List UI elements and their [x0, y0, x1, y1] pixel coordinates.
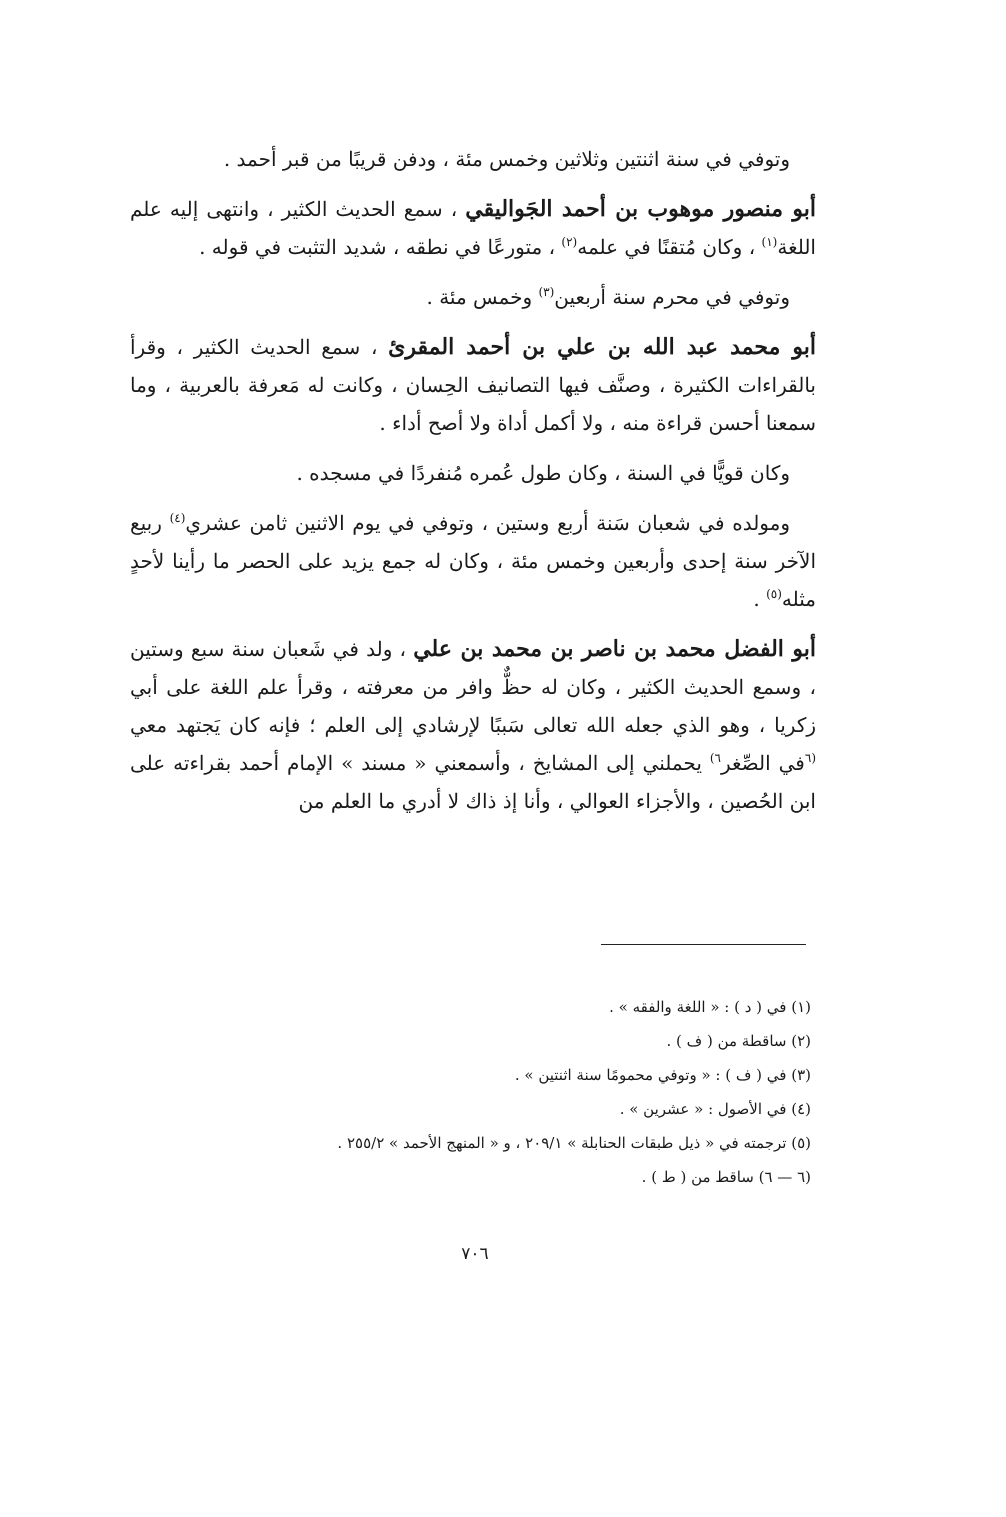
- biography-text: ، وكان مُتقنًا في علمه: [577, 235, 762, 259]
- biography-jawaliqi: [130, 190, 816, 266]
- paragraph-birth-death: [130, 504, 816, 618]
- main-text: [130, 140, 816, 832]
- footnotes-list: [140, 990, 811, 1194]
- biography-text: يحملني إلى المشايخ ، وأسمعني « مسند » الإمام أحمد بقراءته على ابن الحُصين ، والأجزاء العوالي ، وأنا إذ ذاك لا أدري ما العلم من: [130, 751, 816, 813]
- biography-text: ، سمع الحديث الكثير ، وانتهى إليه علم اللغة: [130, 197, 816, 259]
- footnote-ref: (٣): [538, 285, 555, 299]
- biography-muqri: [130, 328, 816, 442]
- biography-ibn-nasir: [130, 630, 816, 820]
- footnote-item: (٢) ساقطة من ( ف ) .: [666, 1032, 811, 1050]
- footnote-ref: ٦): [709, 751, 721, 765]
- paragraph-burial-note: [130, 140, 816, 178]
- person-name: أبو الفضل محمد بن ناصر بن محمد بن علي: [413, 636, 816, 662]
- footnote-ref: (٢): [561, 235, 578, 249]
- paragraph-text: .: [753, 587, 767, 611]
- footnote-divider: [601, 944, 806, 945]
- footnote-item: (٥) ترجمته في « ذيل طبقات الحنابلة » ٢٠٩/١ ، و « المنهج الأحمد » ٢٥٥/٢ .: [337, 1134, 811, 1152]
- person-name: أبو محمد عبد الله بن علي بن أحمد المقرئ: [388, 334, 816, 360]
- paragraph-text: وخمس مئة .: [426, 285, 539, 309]
- footnote-item: (١) في ( د ) : « اللغة والفقه » .: [609, 998, 811, 1016]
- biography-text: ، ولد في شَعبان سنة سبع وستين ، وسمع الحديث الكثير ، وكان له حظٌّ وافر من معرفته ، وقرأ علم اللغة على أبي زكريا ، وهو الذي جعله الله تعالى سَببًا لإرشادي إلى العلم ؛ فإنه كان يَجتهد معي: [130, 637, 816, 737]
- paragraph-death-date: [130, 278, 816, 316]
- biography-text: ، سمع الحديث الكثير ، وقرأ بالقراءات الكثيرة ، وصنَّف فيها التصانيف الحِسان ، وكانت له مَعرفة بالعربية ، وما سمعنا أحسن قراءة منه ، ولا أكمل أداة ولا أصح أداء .: [130, 335, 816, 435]
- person-name: أبو منصور موهوب بن أحمد الجَواليقي: [465, 196, 817, 222]
- paragraph-text: وتوفي في سنة اثنتين وثلاثين وخمس مئة ، ودفن قريبًا من قبر أحمد .: [223, 147, 790, 171]
- biography-text: في الصِّغر: [721, 751, 805, 775]
- paragraph-sunnah: [130, 454, 816, 492]
- footnote-item: (٤) في الأصول : « عشرين » .: [619, 1100, 811, 1118]
- paragraph-text: وكان قويًّا في السنة ، وكان طول عُمره مُنفردًا في مسجده .: [296, 461, 790, 485]
- footnote-ref: (٤): [169, 511, 186, 525]
- footnote-ref: (١): [761, 235, 778, 249]
- footnote-item: (٦ — ٦) ساقط من ( ط ) .: [641, 1168, 811, 1186]
- footnote-ref: (٥): [766, 587, 782, 601]
- paragraph-text: وتوفي في محرم سنة أربعين: [554, 285, 790, 309]
- page-number: ٧٠٦: [461, 1244, 489, 1264]
- paragraph-text: ربيع الآخر سنة إحدى وأربعين وخمس مئة ، وكان له جمع يزيد على الحصر ما رأينا لأحدٍ مثله: [130, 511, 817, 611]
- biography-text: ، متورعًا في نطقه ، شديد التثبت في قوله .: [199, 235, 562, 259]
- paragraph-text: ومولده في شعبان سَنة أربع وستين ، وتوفي في يوم الاثنين ثامن عشري: [185, 511, 790, 535]
- footnote-ref: (٦: [804, 751, 816, 765]
- footnote-item: (٣) في ( ف ) : « وتوفي محمومًا سنة اثنتين » .: [514, 1066, 811, 1084]
